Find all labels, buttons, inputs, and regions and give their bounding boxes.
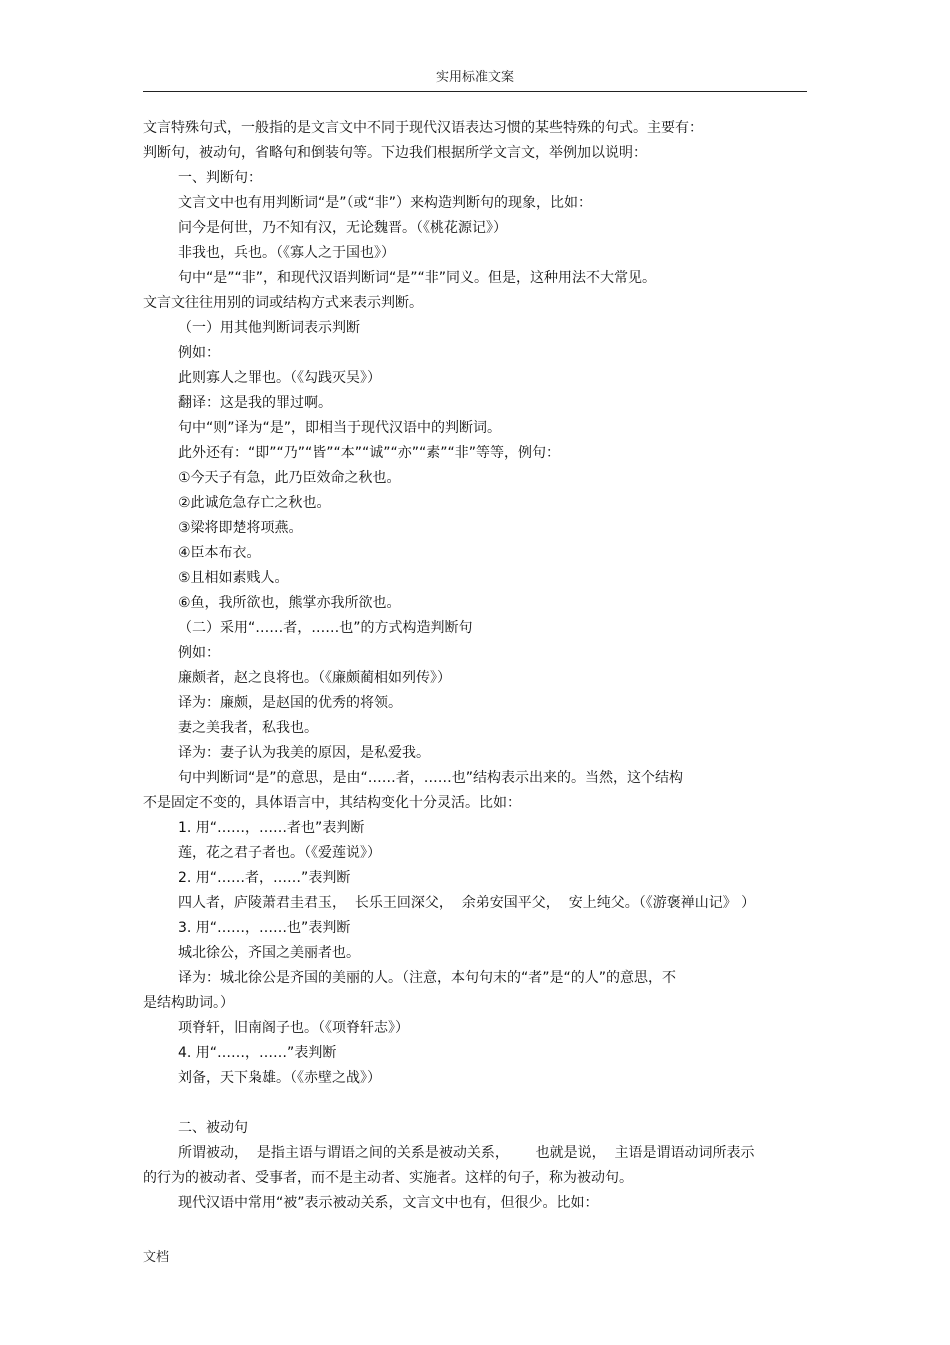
text-line: 城北徐公，齐国之美丽者也。	[178, 945, 360, 961]
text-line: 妻之美我者，私我也。	[178, 720, 318, 736]
text-line	[0, 1091, 950, 1116]
text-line: ③梁将即楚将项燕。	[178, 520, 303, 536]
text-line: 此则寡人之罪也。（《勾践灭吴》）	[178, 370, 381, 386]
page-header-title: 实用标准文案	[435, 70, 514, 85]
document-body	[0, 116, 950, 1216]
text-line: 莲，花之君子者也。（《爱莲说》）	[178, 845, 381, 861]
text-line: 2. 用“……者，……”表判断	[178, 870, 351, 886]
text-line: 1. 用“……，……者也”表判断	[178, 820, 365, 836]
text-line: 所谓被动， 是指主语与谓语之间的关系是被动关系， 也就是说， 主语是谓语动词所表示	[178, 1145, 755, 1161]
text-line: 例如：	[178, 345, 220, 361]
text-line: 句中判断词“是”的意思，是由“……者，……也”结构表示出来的。当然，这个结构	[178, 770, 684, 786]
text-line: 3. 用“……，……也”表判断	[178, 920, 351, 936]
text-line: 翻译：这是我的罪过啊。	[178, 395, 332, 411]
text-line: 文言文中也有用判断词“是”（或“非”）来构造判断句的现象，比如：	[178, 195, 593, 211]
text-line: 文言文往往用别的词或结构方式来表示判断。	[143, 295, 423, 311]
text-line: 句中“则”译为“是”，即相当于现代汉语中的判断词。	[178, 420, 502, 436]
text-line: 刘备，天下枭雄。（《赤壁之战》）	[178, 1070, 381, 1086]
text-line: 的行为的被动者、受事者，而不是主动者、实施者。这样的句子，称为被动句。	[143, 1170, 633, 1186]
text-line: 二、被动句	[178, 1120, 248, 1136]
text-line: 句中“是”“非”，和现代汉语判断词“是”“非”同义。但是，这种用法不大常见。	[178, 270, 657, 286]
text-line: 项脊轩，旧南阁子也。（《项脊轩志》）	[178, 1020, 409, 1036]
text-line: 是结构助词。）	[143, 995, 234, 1011]
text-line: 现代汉语中常用“被”表示被动关系，文言文中也有，但很少。比如：	[178, 1195, 599, 1211]
text-line: ②此诚危急存亡之秋也。	[178, 495, 331, 511]
text-line: （一）用其他判断词表示判断	[178, 320, 360, 336]
text-line: 一、判断句：	[178, 170, 262, 186]
text-line: ①今天子有急，此乃臣效命之秋也。	[178, 470, 401, 486]
header-divider	[143, 91, 807, 92]
text-line: 例如：	[178, 645, 220, 661]
text-line: ⑥鱼，我所欲也，熊掌亦我所欲也。	[178, 595, 401, 611]
text-line: 判断句，被动句，省略句和倒装句等。下边我们根据所学文言文，举例加以说明：	[143, 145, 647, 161]
text-line: 此外还有：“即”“乃”“皆”“本”“诚”“亦”“素”“非”等等，例句：	[178, 445, 561, 461]
text-line: 廉颇者，赵之良将也。（《廉颇蔺相如列传》）	[178, 670, 451, 686]
text-line: 4. 用“……，……”表判断	[178, 1045, 337, 1061]
page-footer-label: 文档	[143, 1250, 170, 1265]
text-line: 不是固定不变的，具体语言中，其结构变化十分灵活。比如：	[143, 795, 521, 811]
text-line: 译为：妻子认为我美的原因，是私爱我。	[178, 745, 430, 761]
text-line: ⑤且相如素贱人。	[178, 570, 289, 586]
text-line: 问今是何世，乃不知有汉，无论魏晋。（《桃花源记》）	[178, 220, 507, 236]
text-line: ④臣本布衣。	[178, 545, 261, 561]
text-line: 非我也，兵也。（《寡人之于国也》）	[178, 245, 395, 261]
text-line: 文言特殊句式，一般指的是文言文中不同于现代汉语表达习惯的某些特殊的句式。主要有：	[143, 120, 703, 136]
text-line: （二）采用“……者，……也”的方式构造判断句	[178, 620, 473, 636]
text-line: 四人者，庐陵萧君圭君玉， 长乐王回深父， 余弟安国平父， 安上纯父。（《游褒禅山记》 ）	[178, 895, 756, 911]
text-line: 译为：廉颇，是赵国的优秀的将领。	[178, 695, 402, 711]
text-line: 译为：城北徐公是齐国的美丽的人。（注意，本句句末的“者”是“的人”的意思，不	[178, 970, 677, 986]
